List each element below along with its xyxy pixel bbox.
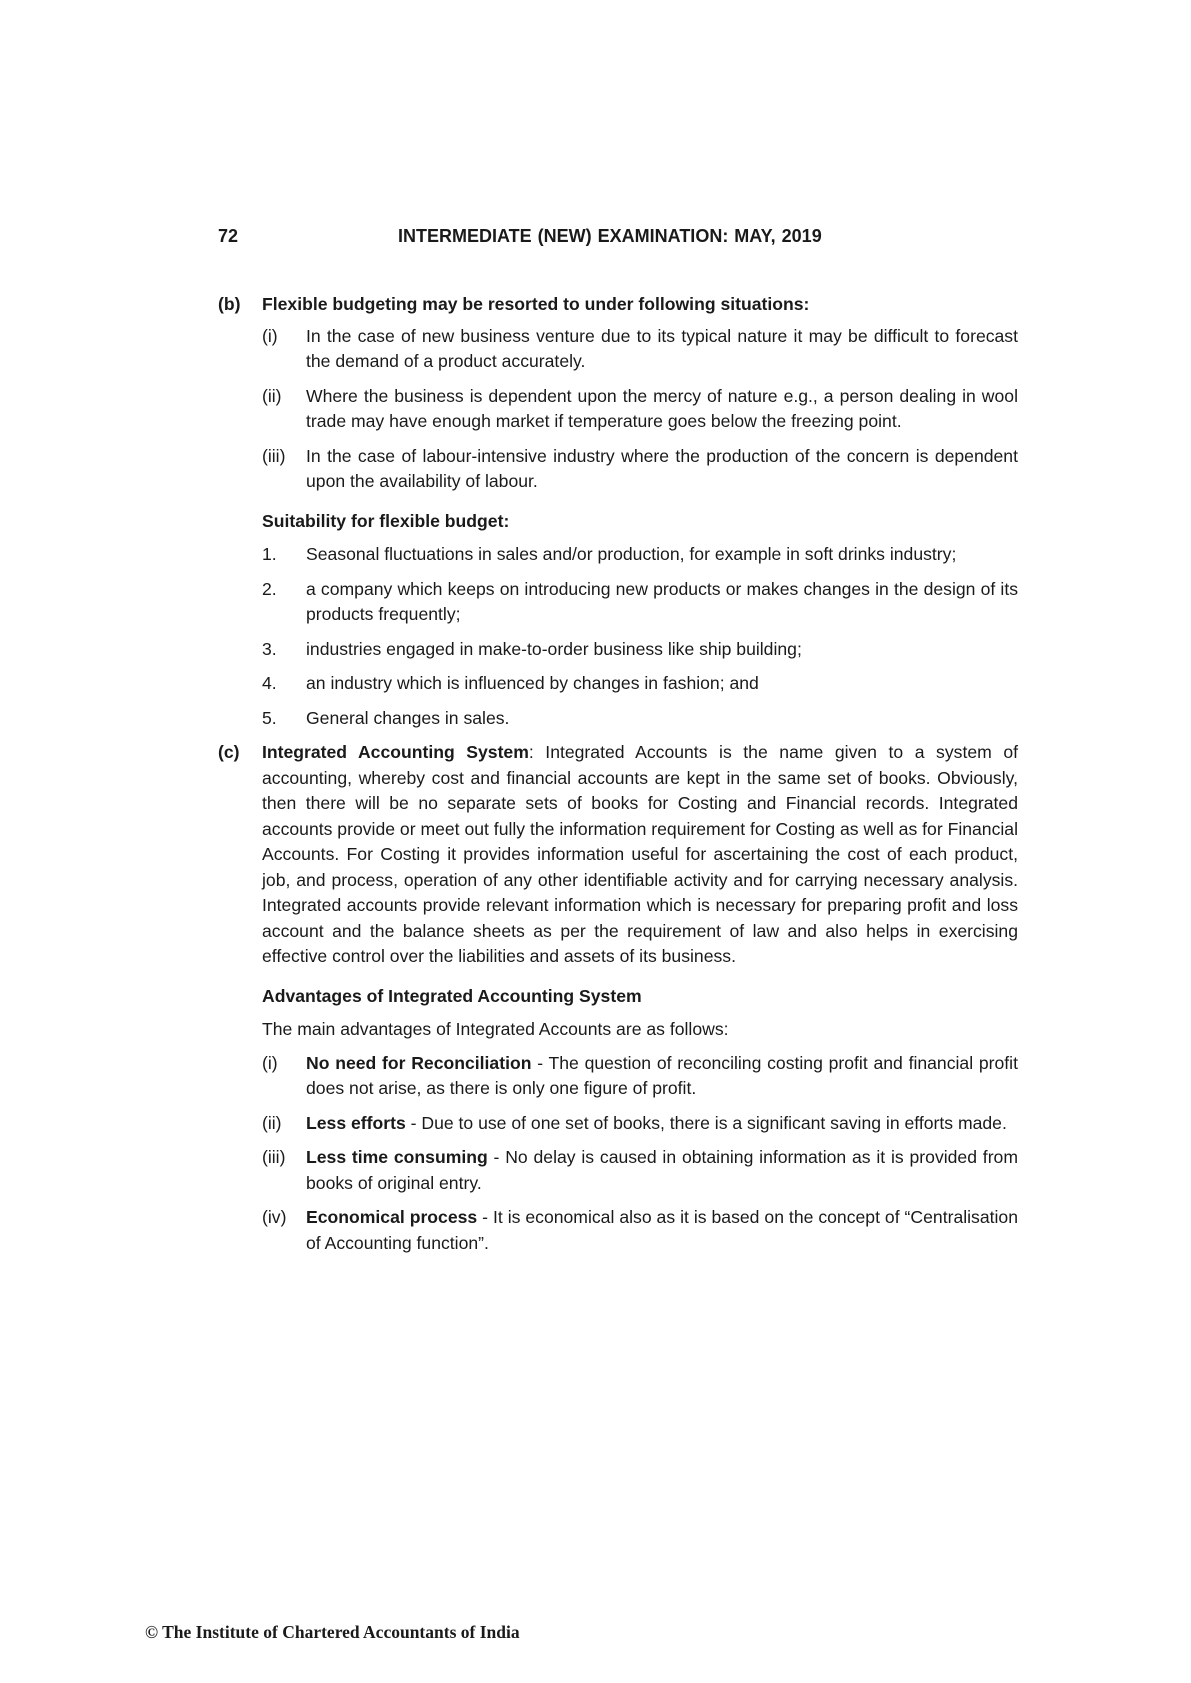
list-item [262,1111,1018,1137]
list-item [262,671,1018,697]
list-item-text: an industry which is influenced by changes in fashion; and [306,673,759,693]
list-item-label: (iii) [262,1147,286,1167]
list-item-text: industries engaged in make-to-order business like ship building; [306,638,802,659]
list-item [262,542,1018,568]
list-item [262,1205,1018,1256]
advantage-text: - No delay is caused in obtaining information as it is provided from books of original entry. [306,1147,1018,1193]
list-item-label: (ii) [262,1112,282,1133]
advantage-text: - Due to use of one set of books, there is a significant saving in efforts made. [405,1112,1007,1133]
advantage-title: Less time consuming [306,1147,488,1167]
advantage-text: - The question of reconciling costing profit and financial profit does not arise, as there is only one figure of profit. [306,1052,1018,1098]
list-item-label: 5. [262,707,277,728]
advantages-intro: The main advantages of Integrated Accounts are as follows: [262,1019,729,1039]
list-item [262,324,1018,375]
list-item-text: Where the business is dependent upon the mercy of nature e.g., a person dealing in wool trade may have enough market if temperature goes below the freezing point. [306,385,1018,431]
list-item-text: In the case of new business venture due to its typical nature it may be difficult to forecast the demand of a product accurately. [306,325,1018,371]
advantages-heading: Advantages of Integrated Accounting System [262,985,642,1006]
section-c-paragraph [262,740,1018,970]
list-item [262,1051,1018,1102]
list-item-label: (i) [262,1052,278,1073]
list-item-text: Seasonal fluctuations in sales and/or production, for example in soft drinks industry; [306,544,957,564]
section-c [218,740,1018,1256]
section-c-term: Integrated Accounting System [262,742,529,762]
list-item-label: 1. [262,544,277,564]
list-item-label: (iv) [262,1207,287,1227]
advantage-title: Economical process [306,1207,478,1227]
page-header [218,226,1018,252]
list-item [262,444,1018,495]
list-item-label: (ii) [262,385,282,406]
list-item-text: In the case of labour-intensive industry where the production of the concern is dependent upon the availability of labour. [306,445,1018,491]
list-item [262,637,1018,663]
advantage-title: Less efforts [306,1112,406,1133]
running-title: INTERMEDIATE (NEW) EXAMINATION: MAY, 2019 [398,226,822,246]
list-item-label: 2. [262,578,277,599]
advantage-text: - It is economical also as it is based on the concept of “Centralisation of Accounting function”. [306,1207,1018,1253]
list-item [262,706,1018,732]
page-content [218,292,1018,1265]
list-item-label: (i) [262,325,278,346]
section-b [218,292,1018,731]
copyright-footer: © The Institute of Chartered Accountants of India [145,1622,520,1642]
list-item [262,577,1018,628]
page-number: 72 [218,226,239,246]
list-item-label: 3. [262,638,277,659]
section-c-definition: : Integrated Accounts is the name given to a system of accounting, whereby cost and financial accounts are kept in the same set of books. Obviously, then there will be no separate sets of books for Costing and Financial records. Integrated accounts provide or meet out fully the information requirement for Costing as well as for Financial Accounts. For Costing it provides information useful for ascertaining the cost of each product, job, and process, operation of any other identifiable activity and for carrying necessary analysis. Integrated accounts provide relevant information which is necessary for preparing profit and loss account and the balance sheets as per the requirement of law and also helps in exercising effective control over the liabilities and assets of its business. [262,742,1018,966]
advantage-title: No need for Reconciliation [306,1052,532,1073]
list-item [262,1145,1018,1196]
section-b-heading: Flexible budgeting may be resorted to under following situations: [262,294,810,314]
list-item-text: General changes in sales. [306,707,510,728]
list-item-label: (iii) [262,445,286,466]
list-item-text: a company which keeps on introducing new products or makes changes in the design of its products frequently; [306,578,1018,624]
suitability-heading: Suitability for flexible budget: [262,510,510,531]
list-item [262,384,1018,435]
section-b-label: (b) [218,294,241,314]
section-c-label: (c) [218,742,240,762]
list-item-label: 4. [262,673,277,693]
